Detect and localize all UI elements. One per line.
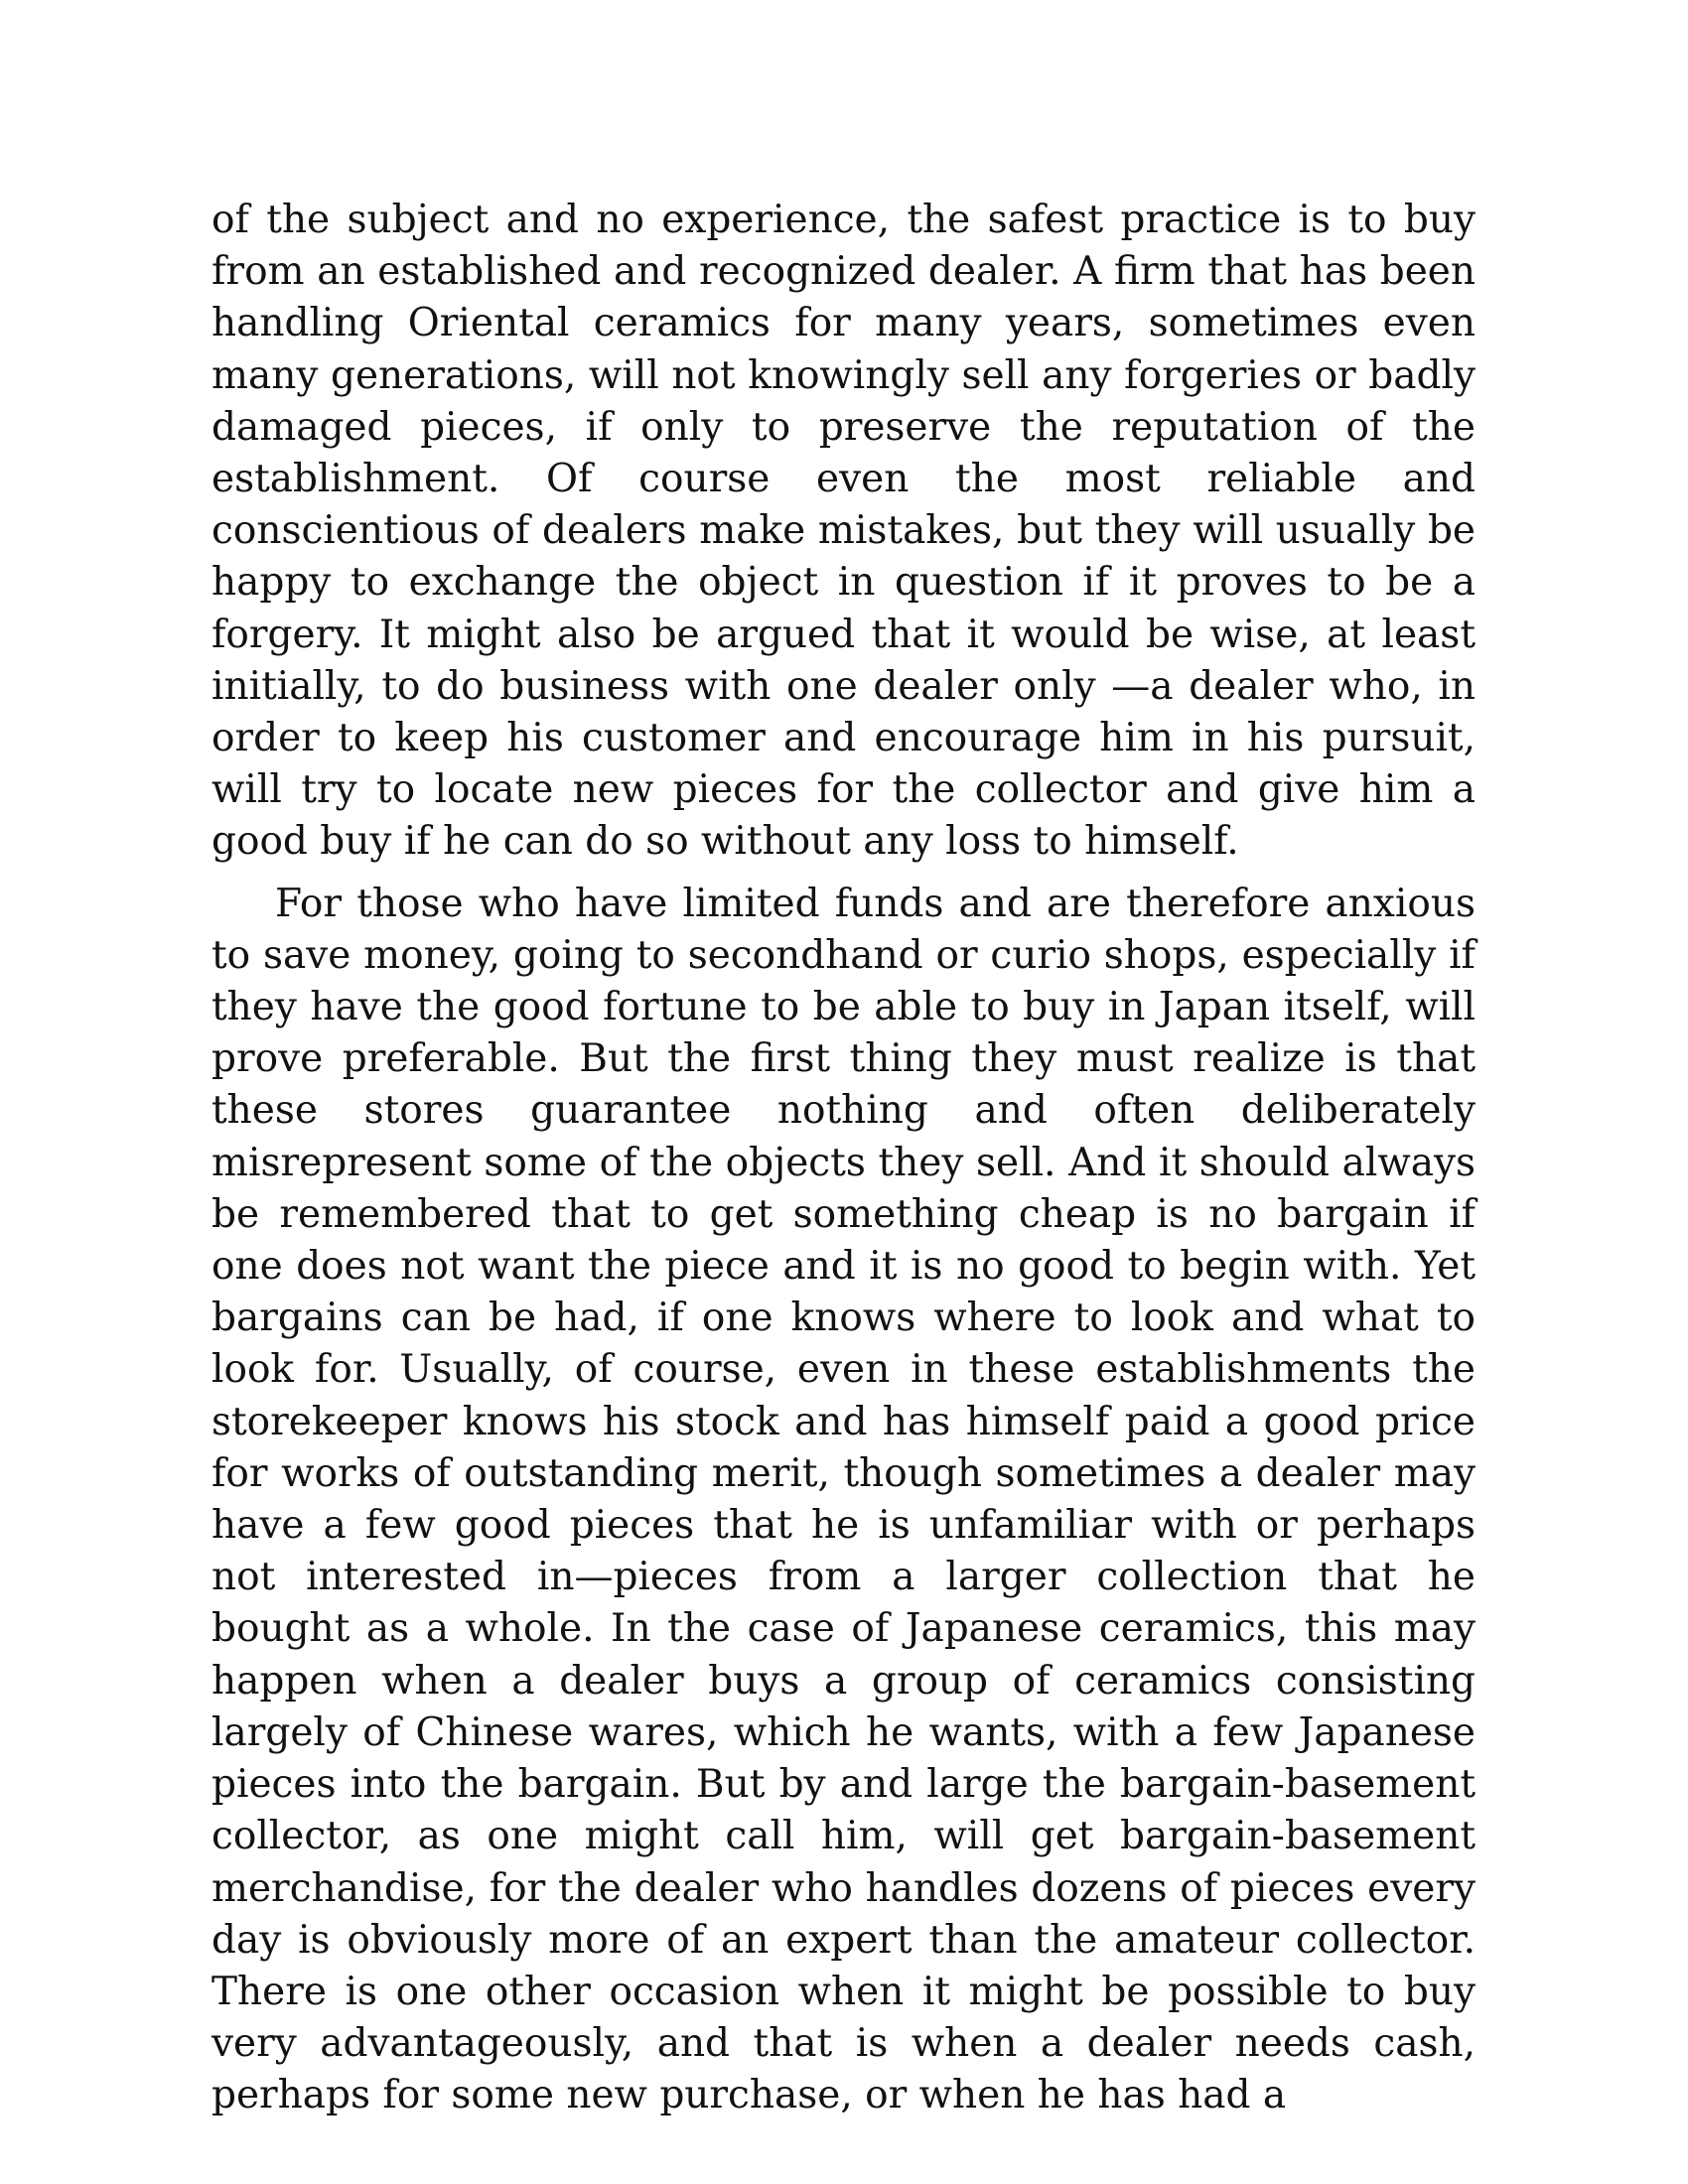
paragraph: For those who have limited funds and are therefore anxious to save money, going to secondhand or curio shops, especially if they have the good fortune to be able to buy in Japan itself, will prove preferable. But the first thing they must realize is that these stores guarantee nothing and often deliberately misrepresent some of the objects they sell. And it should always be remembered that to get something cheap is no bargain if one does not want the piece and it is no good to begin with. Yet bargains can be had, if one knows where to look and what to look for. Usually, of course, even in these establishments the storekeeper knows his stock and has himself paid a good price for works of outstanding merit, though sometimes a dealer may have a few good pieces that he is unfamiliar with or perhaps not interested in—pieces from a larger collection that he bought as a whole. In the case of Japanese ceramics, this may happen when a dealer buys a group of ceramics consisting largely of Chinese wares, which he wants, with a few Japanese pieces into the bargain. But by and large the bargain-basement collector, as one might call him, will get bargain-basement merchandise, for the dealer who handles dozens of pieces every day is obviously more of an expert than the amateur collector. There is one other occasion when it might be possible to buy very advantageously, and that is when a dealer needs cash, perhaps for some new purchase, or when he has had a [211,881,1476,2118]
paragraph-continued: of the subject and no experience, the safest practice is to buy from an established and recognized dealer. A firm that has been handling Oriental ceramics for many years, sometimes even many generations, will not knowingly sell any forgeries or badly damaged pieces, if only to preserve the reputation of the establishment. Of course even the most reliable and conscientious of dealers make mistakes, but they will usually be happy to exchange the object in question if it proves to be a forgery. It might also be argued that it would be wise, at least initially, to do business with one dealer only —a dealer who, in order to keep his customer and encourage him in his pursuit, will try to locate new pieces for the collector and give him a good buy if he can do so without any loss to himself. [211,198,1476,865]
body-text [211,195,1476,2122]
